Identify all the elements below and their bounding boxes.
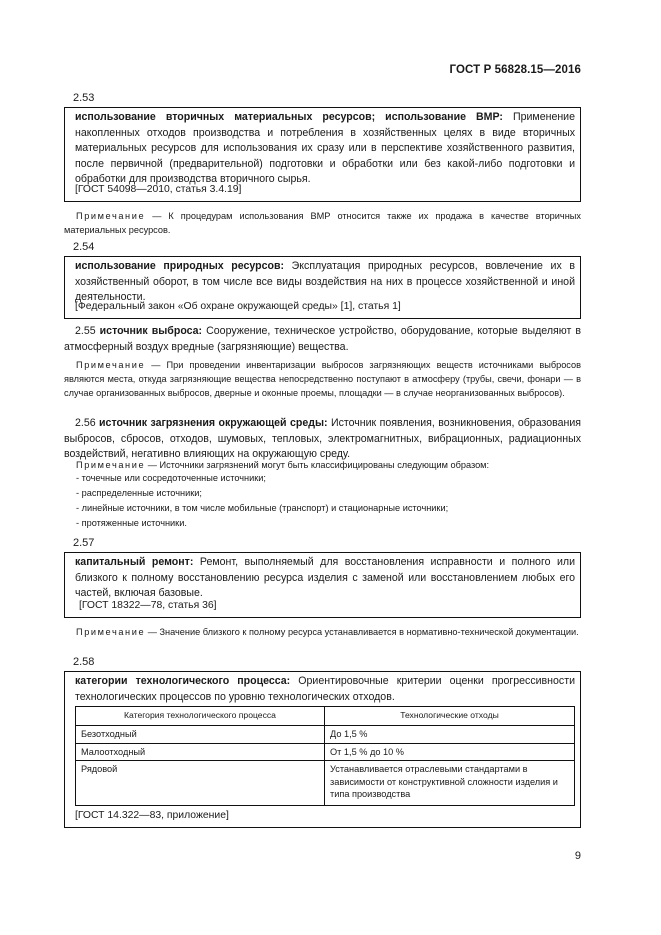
note-text: — При проведении инвентаризации выбросов загрязняющих веществ источниками выбросов являются места, откуда загрязняющие вещества непосредственно поступают в атмосферу (трубы, свечи, фонари — в случае организованных выбросов, дверные и оконные проемы, площадки — в случае неорганизованных выбросов). (64, 360, 581, 398)
table-cell: Рядовой (76, 761, 325, 806)
term-definition: Ориентировочные критерии оценки прогрессивности технологических процессов по уровню технологических отходов. (75, 675, 575, 703)
term-definition: Источник появления, возникновения, образования выбросов, сбросов, отходов, шумовых, тепловых, электромагнитных, вибрационных, радиационных воздействий, негативно влияющих на окружающую среду. (64, 417, 581, 460)
note-label: Примечание (76, 360, 146, 370)
list-item: - точечные или сосредоточенные источники; (76, 473, 266, 483)
term-text (75, 555, 575, 602)
term-number: 2.53 (73, 92, 95, 104)
note-text: — К процедурам использования ВМР относится также их продажа в качестве вторичных материальных ресурсов. (64, 211, 581, 235)
term-source: [ГОСТ 14.322—83, приложение] (75, 810, 229, 821)
document-header: ГОСТ Р 56828.15—2016 (449, 64, 581, 76)
term-definition: Сооружение, техническое устройство, оборудование, которые выделяют в атмосферный воздух вредные (загрязняющие) вещества. (64, 325, 581, 353)
term-box-2-58 (64, 671, 581, 828)
term-text (75, 674, 575, 705)
term-definition: Ремонт, выполняемый для восстановления исправности и полного или близкого к полному восстановлению ресурса изделия с заменой или восстановлением любых его частей, включая базовые. (75, 556, 575, 599)
term-title: источник выброса: (99, 325, 203, 337)
term-title: категории технологического процесса: (75, 675, 291, 687)
page-number: 9 (574, 850, 581, 862)
note-2-57 (64, 625, 581, 639)
term-number: 2.56 (75, 417, 96, 429)
term-text (75, 259, 575, 306)
term-source: [ГОСТ 18322—78, статья 36] (79, 600, 217, 611)
list-item: - протяженные источники. (76, 518, 187, 528)
term-number: 2.54 (73, 241, 95, 253)
table-row (76, 743, 575, 761)
term-title: источник загрязнения окружающей среды: (99, 417, 328, 429)
term-source: [ГОСТ 54098—2010, статья 3.4.19] (75, 184, 242, 195)
term-definition: Эксплуатация природных ресурсов, вовлечение их в хозяйственный оборот, в том числе все виды воздействия на них в процессе хозяйственной и иной деятельности. (75, 260, 575, 303)
table-cell: От 1,5 % до 10 % (325, 743, 575, 761)
column-header: Категория технологического процесса (76, 707, 325, 726)
term-2-56 (64, 416, 581, 463)
term-title: капитальный ремонт: (75, 556, 194, 568)
table-cell: Устанавливается отраслевыми стандартами в зависимости от конструктивной сложности изделия и типа производства (325, 761, 575, 806)
note-2-56 (64, 458, 581, 472)
list-item: - линейные источники, в том числе мобильные (транспорт) и стационарные источники; (76, 503, 449, 513)
term-box-2-53 (64, 107, 581, 202)
note-2-53 (64, 209, 581, 237)
note-2-55 (64, 358, 581, 400)
note-label: Примечание (76, 211, 146, 221)
source-list (76, 471, 581, 531)
term-definition: Применение накопленных отходов производства и потребления в хозяйственных целях в виде вторичных материальных ресурсов для использования их сразу или в перспективе хозяйственного развития, после первичной (предварительной) подготовки и обработки или без какой-либо подготовки и обработки для производства вторичного сырья. (75, 111, 575, 185)
term-title: использование природных ресурсов: (75, 260, 285, 272)
list-item: - распределенные источники; (76, 488, 202, 498)
term-text (75, 110, 575, 188)
term-2-55 (64, 324, 581, 355)
table-cell: Безотходный (76, 726, 325, 744)
term-box-2-57 (64, 552, 581, 618)
term-number: 2.57 (73, 537, 95, 549)
term-source: [Федеральный закон «Об охране окружающей среды» [1], статья 1] (75, 301, 401, 312)
category-table (75, 706, 575, 806)
table-cell: Малоотходный (76, 743, 325, 761)
table-row (76, 761, 575, 806)
table-header-row (76, 707, 575, 726)
table-cell: До 1,5 % (325, 726, 575, 744)
note-label: Примечание (76, 627, 146, 637)
term-number: 2.58 (73, 656, 95, 668)
note-label: Примечание (76, 460, 146, 470)
term-box-2-54 (64, 256, 581, 319)
table-row (76, 726, 575, 744)
column-header: Технологические отходы (325, 707, 575, 726)
note-text: — Источники загрязнений могут быть классифицированы следующим образом: (145, 460, 490, 470)
note-text: — Значение близкого к полному ресурса устанавливается в нормативно-технической документации. (145, 627, 579, 637)
term-title: использование вторичных материальных ресурсов; использование ВМР: (75, 111, 503, 123)
term-number: 2.55 (75, 325, 96, 337)
